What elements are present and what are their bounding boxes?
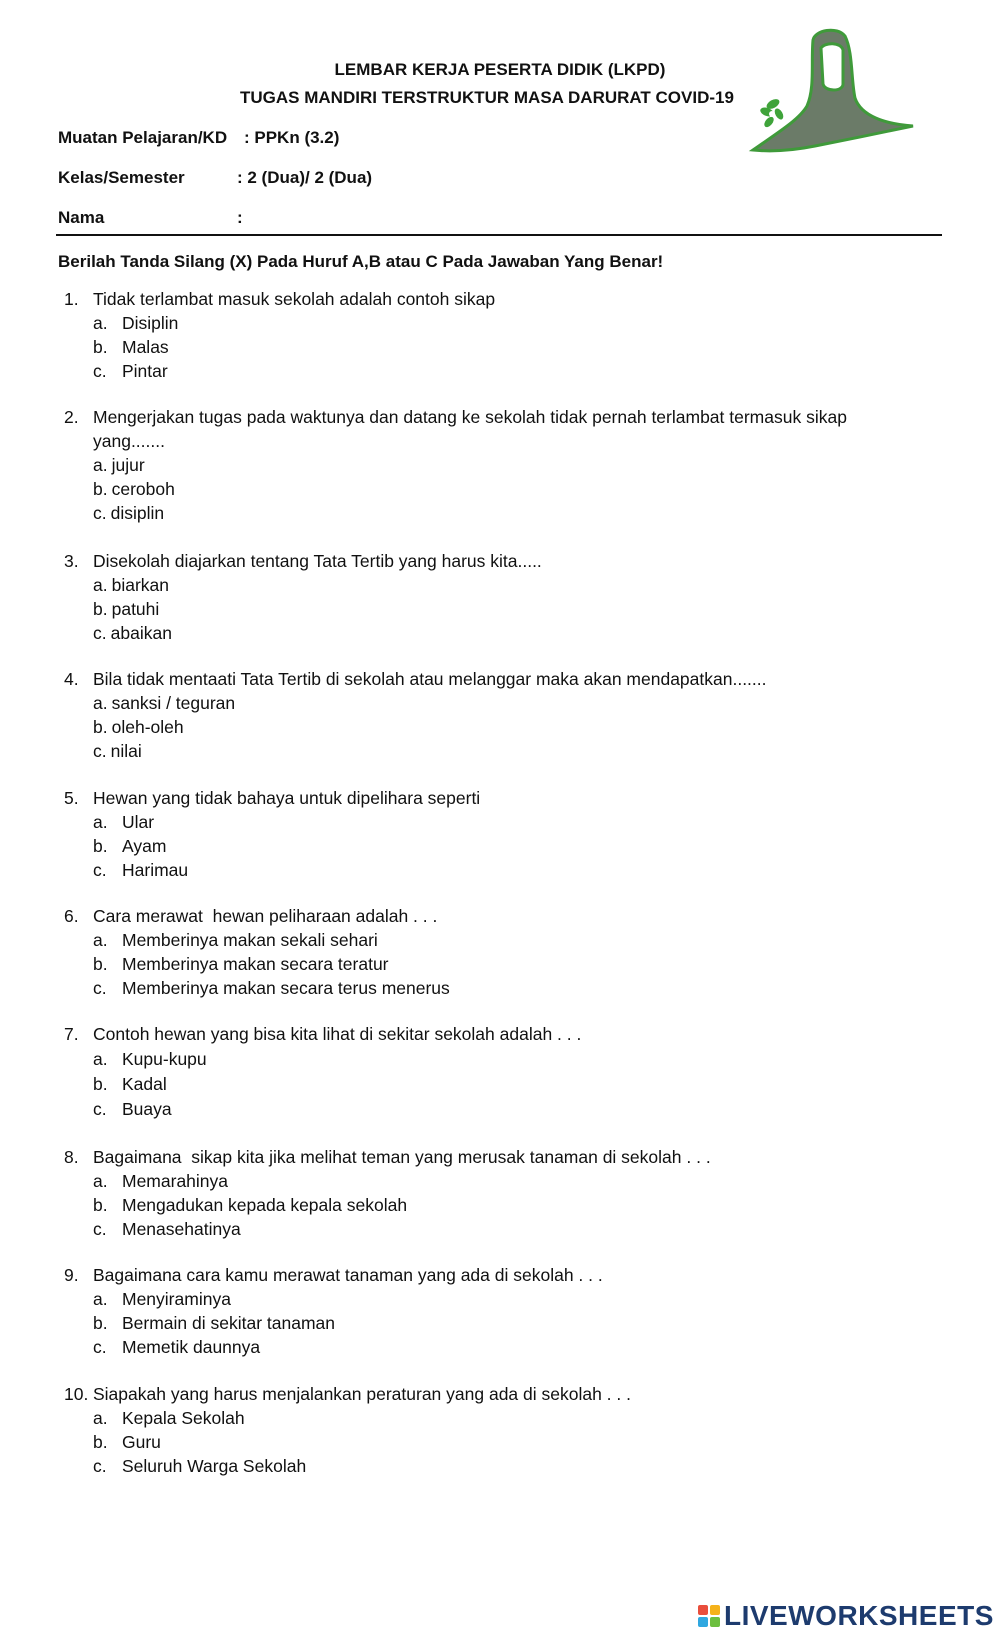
option-c[interactable] <box>93 1335 914 1359</box>
option-text: nilai <box>110 741 142 761</box>
question-8 <box>64 1145 914 1241</box>
option-letter: a. <box>93 1408 108 1428</box>
option-letter: c. <box>93 741 107 761</box>
option-a[interactable] <box>93 810 914 834</box>
instruction: Berilah Tanda Silang (X) Pada Huruf A,B atau C Pada Jawaban Yang Benar! <box>58 252 664 271</box>
option-text: disiplin <box>110 503 165 523</box>
option-letter: b. <box>93 836 108 856</box>
option-a[interactable] <box>93 928 914 952</box>
option-letter: a. <box>93 1289 108 1309</box>
option-letter: a. <box>93 1171 108 1191</box>
question-5 <box>64 786 914 882</box>
class-row <box>58 168 372 188</box>
option-c[interactable] <box>93 621 914 645</box>
option-letter: b. <box>93 717 108 737</box>
question-3 <box>64 549 914 645</box>
worksheet-title: LEMBAR KERJA PESERTA DIDIK (LKPD) <box>334 60 666 79</box>
name-row <box>58 208 248 228</box>
option-text: Bermain di sekitar tanaman <box>122 1313 336 1333</box>
class-label: Kelas/Semester <box>58 168 185 187</box>
option-text: biarkan <box>111 575 170 595</box>
option-letter: b. <box>93 599 108 619</box>
option-letter: b. <box>93 954 108 974</box>
option-c[interactable] <box>93 1097 914 1122</box>
option-b[interactable] <box>93 952 914 976</box>
option-letter: a. <box>93 1049 108 1069</box>
option-b[interactable] <box>93 477 914 501</box>
question-7 <box>64 1022 914 1122</box>
liveworksheets-logo-icon <box>698 1605 720 1627</box>
subject-label: Muatan Pelajaran/KD <box>58 128 228 147</box>
option-text: Memberinya makan sekali sehari <box>122 930 378 950</box>
question-number: 9. <box>64 1265 79 1285</box>
option-letter: c. <box>93 623 107 643</box>
option-text: jujur <box>111 455 145 475</box>
option-letter: a. <box>93 693 108 713</box>
option-text: Buaya <box>122 1099 172 1119</box>
name-value: : <box>237 208 243 227</box>
option-text: Malas <box>122 337 169 357</box>
name-label: Nama <box>58 208 105 227</box>
question-text: Cara merawat hewan peliharaan adalah . . . <box>93 906 438 926</box>
worksheet-subtitle: TUGAS MANDIRI TERSTRUKTUR MASA DARURAT COVID-19 <box>240 88 734 107</box>
option-text: Pintar <box>122 361 168 381</box>
divider <box>56 234 942 236</box>
question-4 <box>64 667 914 763</box>
question-text: Siapakah yang harus menjalankan peraturan yang ada di sekolah . . . <box>93 1384 631 1404</box>
question-text: Bagaimana sikap kita jika melihat teman yang merusak tanaman di sekolah . . . <box>93 1147 711 1167</box>
option-c[interactable] <box>93 976 914 1000</box>
question-number: 4. <box>64 669 79 689</box>
option-b[interactable] <box>93 1430 914 1454</box>
question-number: 2. <box>64 407 79 427</box>
option-letter: a. <box>93 455 108 475</box>
option-letter: a. <box>93 930 108 950</box>
question-text: Disekolah diajarkan tentang Tata Tertib yang harus kita..... <box>93 551 542 571</box>
question-number: 1. <box>64 289 79 309</box>
question-number: 7. <box>64 1024 79 1044</box>
option-a[interactable] <box>93 691 914 715</box>
subject-row <box>58 128 339 148</box>
option-a[interactable] <box>93 1287 914 1311</box>
option-b[interactable] <box>93 597 914 621</box>
option-text: Mengadukan kepada kepala sekolah <box>122 1195 408 1215</box>
option-letter: a. <box>93 812 108 832</box>
option-b[interactable] <box>93 715 914 739</box>
option-text: Kadal <box>122 1074 167 1094</box>
option-letter: c. <box>93 860 107 880</box>
option-letter: c. <box>93 503 107 523</box>
option-letter: c. <box>93 361 107 381</box>
question-number: 6. <box>64 906 79 926</box>
option-c[interactable] <box>93 501 914 525</box>
option-letter: b. <box>93 1074 108 1094</box>
question-2 <box>64 405 914 525</box>
option-text: Memberinya makan secara teratur <box>122 954 389 974</box>
option-text: patuhi <box>111 599 160 619</box>
class-value: : 2 (Dua)/ 2 (Dua) <box>237 168 373 187</box>
option-letter: b. <box>93 1313 108 1333</box>
option-text: Disiplin <box>122 313 179 333</box>
option-a[interactable] <box>93 453 914 477</box>
option-letter: b. <box>93 479 108 499</box>
option-b[interactable] <box>93 335 914 359</box>
option-text: Menyiraminya <box>122 1289 231 1309</box>
option-a[interactable] <box>93 1047 914 1072</box>
option-letter: a. <box>93 313 108 333</box>
question-text: Tidak terlambat masuk sekolah adalah contoh sikap <box>93 289 496 309</box>
question-6 <box>64 904 914 1000</box>
option-letter: c. <box>93 978 107 998</box>
question-text: Bila tidak mentaati Tata Tertib di sekolah atau melanggar maka akan mendapatkan....... <box>93 669 767 689</box>
option-letter: c. <box>93 1337 107 1357</box>
option-b[interactable] <box>93 1193 914 1217</box>
option-text: Memetik daunnya <box>122 1337 261 1357</box>
option-text: Ular <box>122 812 155 832</box>
option-c[interactable] <box>93 359 914 383</box>
option-a[interactable] <box>93 1169 914 1193</box>
question-number: 5. <box>64 788 79 808</box>
question-text: Mengerjakan tugas pada waktunya dan datang ke sekolah tidak pernah terlambat termasuk sikap yang....... <box>93 407 847 451</box>
option-text: Harimau <box>122 860 189 880</box>
option-c[interactable] <box>93 858 914 882</box>
option-b[interactable] <box>93 1311 914 1335</box>
liveworksheets-brand[interactable] <box>698 1600 994 1632</box>
option-letter: b. <box>93 1432 108 1452</box>
option-text: Guru <box>122 1432 161 1452</box>
option-text: sanksi / teguran <box>111 693 236 713</box>
option-text: abaikan <box>110 623 172 643</box>
question-text: Contoh hewan yang bisa kita lihat di sekitar sekolah adalah . . . <box>93 1024 582 1044</box>
question-number: 8. <box>64 1147 79 1167</box>
question-text: Bagaimana cara kamu merawat tanaman yang ada di sekolah . . . <box>93 1265 603 1285</box>
option-text: Kupu-kupu <box>122 1049 207 1069</box>
option-text: Ayam <box>122 836 167 856</box>
school-logo-icon <box>745 28 925 168</box>
option-b[interactable] <box>93 1072 914 1097</box>
option-text: Memarahinya <box>122 1171 229 1191</box>
option-b[interactable] <box>93 834 914 858</box>
option-text: Memberinya makan secara terus menerus <box>122 978 450 998</box>
question-9 <box>64 1263 914 1359</box>
option-letter: c. <box>93 1456 107 1476</box>
option-text: Kepala Sekolah <box>122 1408 245 1428</box>
option-letter: b. <box>93 1195 108 1215</box>
option-text: ceroboh <box>111 479 175 499</box>
question-number: 3. <box>64 551 79 571</box>
option-letter: b. <box>93 337 108 357</box>
question-text: Hewan yang tidak bahaya untuk dipelihara seperti <box>93 788 481 808</box>
question-number: 10. <box>64 1384 89 1404</box>
option-a[interactable] <box>93 573 914 597</box>
option-letter: c. <box>93 1219 107 1239</box>
question-1 <box>64 287 914 383</box>
option-text: Seluruh Warga Sekolah <box>122 1456 307 1476</box>
option-letter: c. <box>93 1099 107 1119</box>
option-a[interactable] <box>93 1406 914 1430</box>
question-10 <box>64 1382 914 1478</box>
option-c[interactable] <box>93 739 914 763</box>
option-letter: a. <box>93 575 108 595</box>
option-c[interactable] <box>93 1217 914 1241</box>
option-c[interactable] <box>93 1454 914 1478</box>
subject-value: : PPKn (3.2) <box>244 128 340 147</box>
brand-name: LIVEWORKSHEETS <box>724 1600 994 1631</box>
option-text: oleh-oleh <box>111 717 184 737</box>
option-text: Menasehatinya <box>122 1219 241 1239</box>
option-a[interactable] <box>93 311 914 335</box>
